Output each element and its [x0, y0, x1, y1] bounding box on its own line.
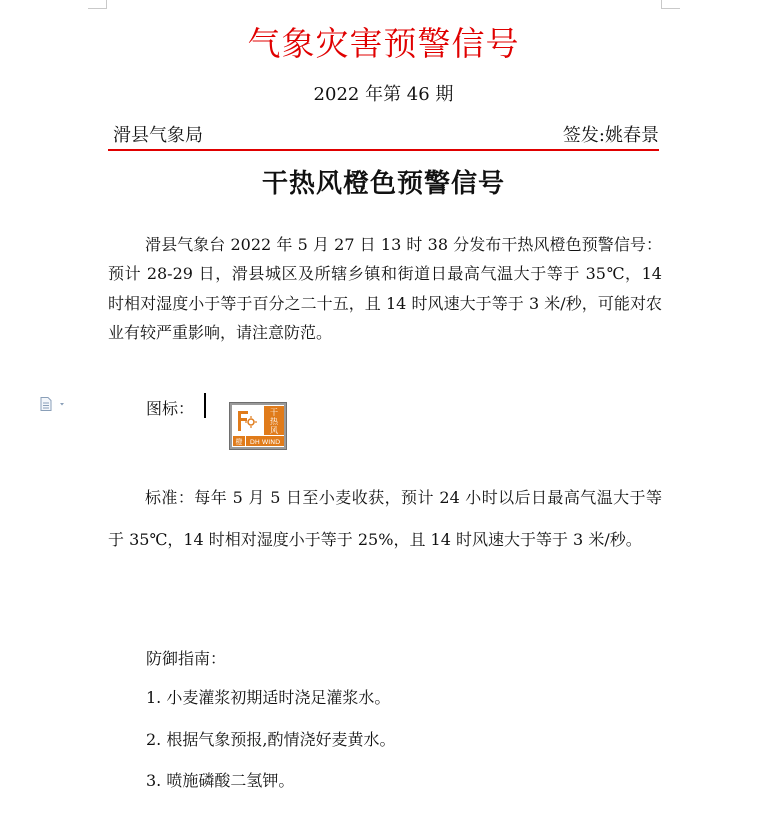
document-title: 气象灾害预警信号: [247, 24, 520, 63]
svg-text:风: 风: [270, 426, 278, 435]
dry-hot-wind-orange-warning-icon: [229, 402, 287, 454]
page-corner-mark-left: [88, 0, 107, 9]
svg-text:热: 热: [270, 417, 278, 426]
icon-label: 图标：: [146, 399, 195, 418]
paragraph-marker-icon[interactable]: [40, 396, 66, 415]
guide-item: 3. 喷施磷酸二氢钾。: [146, 771, 295, 790]
red-divider: [108, 149, 659, 151]
text-cursor: [204, 393, 206, 418]
signer: 签发:姚春景: [562, 125, 659, 146]
guide-item: 1. 小麦灌浆初期适时浇足灌浆水。: [146, 688, 391, 707]
warning-headline: 干热风橙色预警信号: [261, 169, 505, 199]
svg-text:橙: 橙: [235, 438, 243, 446]
svg-text:干: 干: [270, 408, 278, 417]
issue-number: 2022 年第 46 期: [313, 84, 454, 105]
page-corner-mark-right: [661, 0, 680, 9]
issuing-agency: 滑县气象局: [113, 125, 203, 146]
svg-text:DH WIND: DH WIND: [249, 438, 281, 446]
guide-item: 2. 根据气象预报,酌情浇好麦黄水。: [146, 730, 396, 749]
warning-standard: 标准：每年 5 月 5 日至小麦收获，预计 24 小时以后日最高气温大于等于 35℃，14 时相对湿度小于等于 25%，且 14 时风速大于等于 3 米/秒。: [108, 488, 662, 549]
defense-guide-title: 防御指南：: [146, 649, 227, 668]
warning-body: 滑县气象台 2022 年 5 月 27 日 13 时 38 分发布干热风橙色预警信号：预计 28-29 日，滑县城区及所辖乡镇和街道日最高气温大于等于 35℃，14 时相对湿度小于等于百分之二十五，且 14 时风速大于等于 3 米/秒，可能对农业有较严重影响，请注意防范。: [108, 235, 662, 342]
